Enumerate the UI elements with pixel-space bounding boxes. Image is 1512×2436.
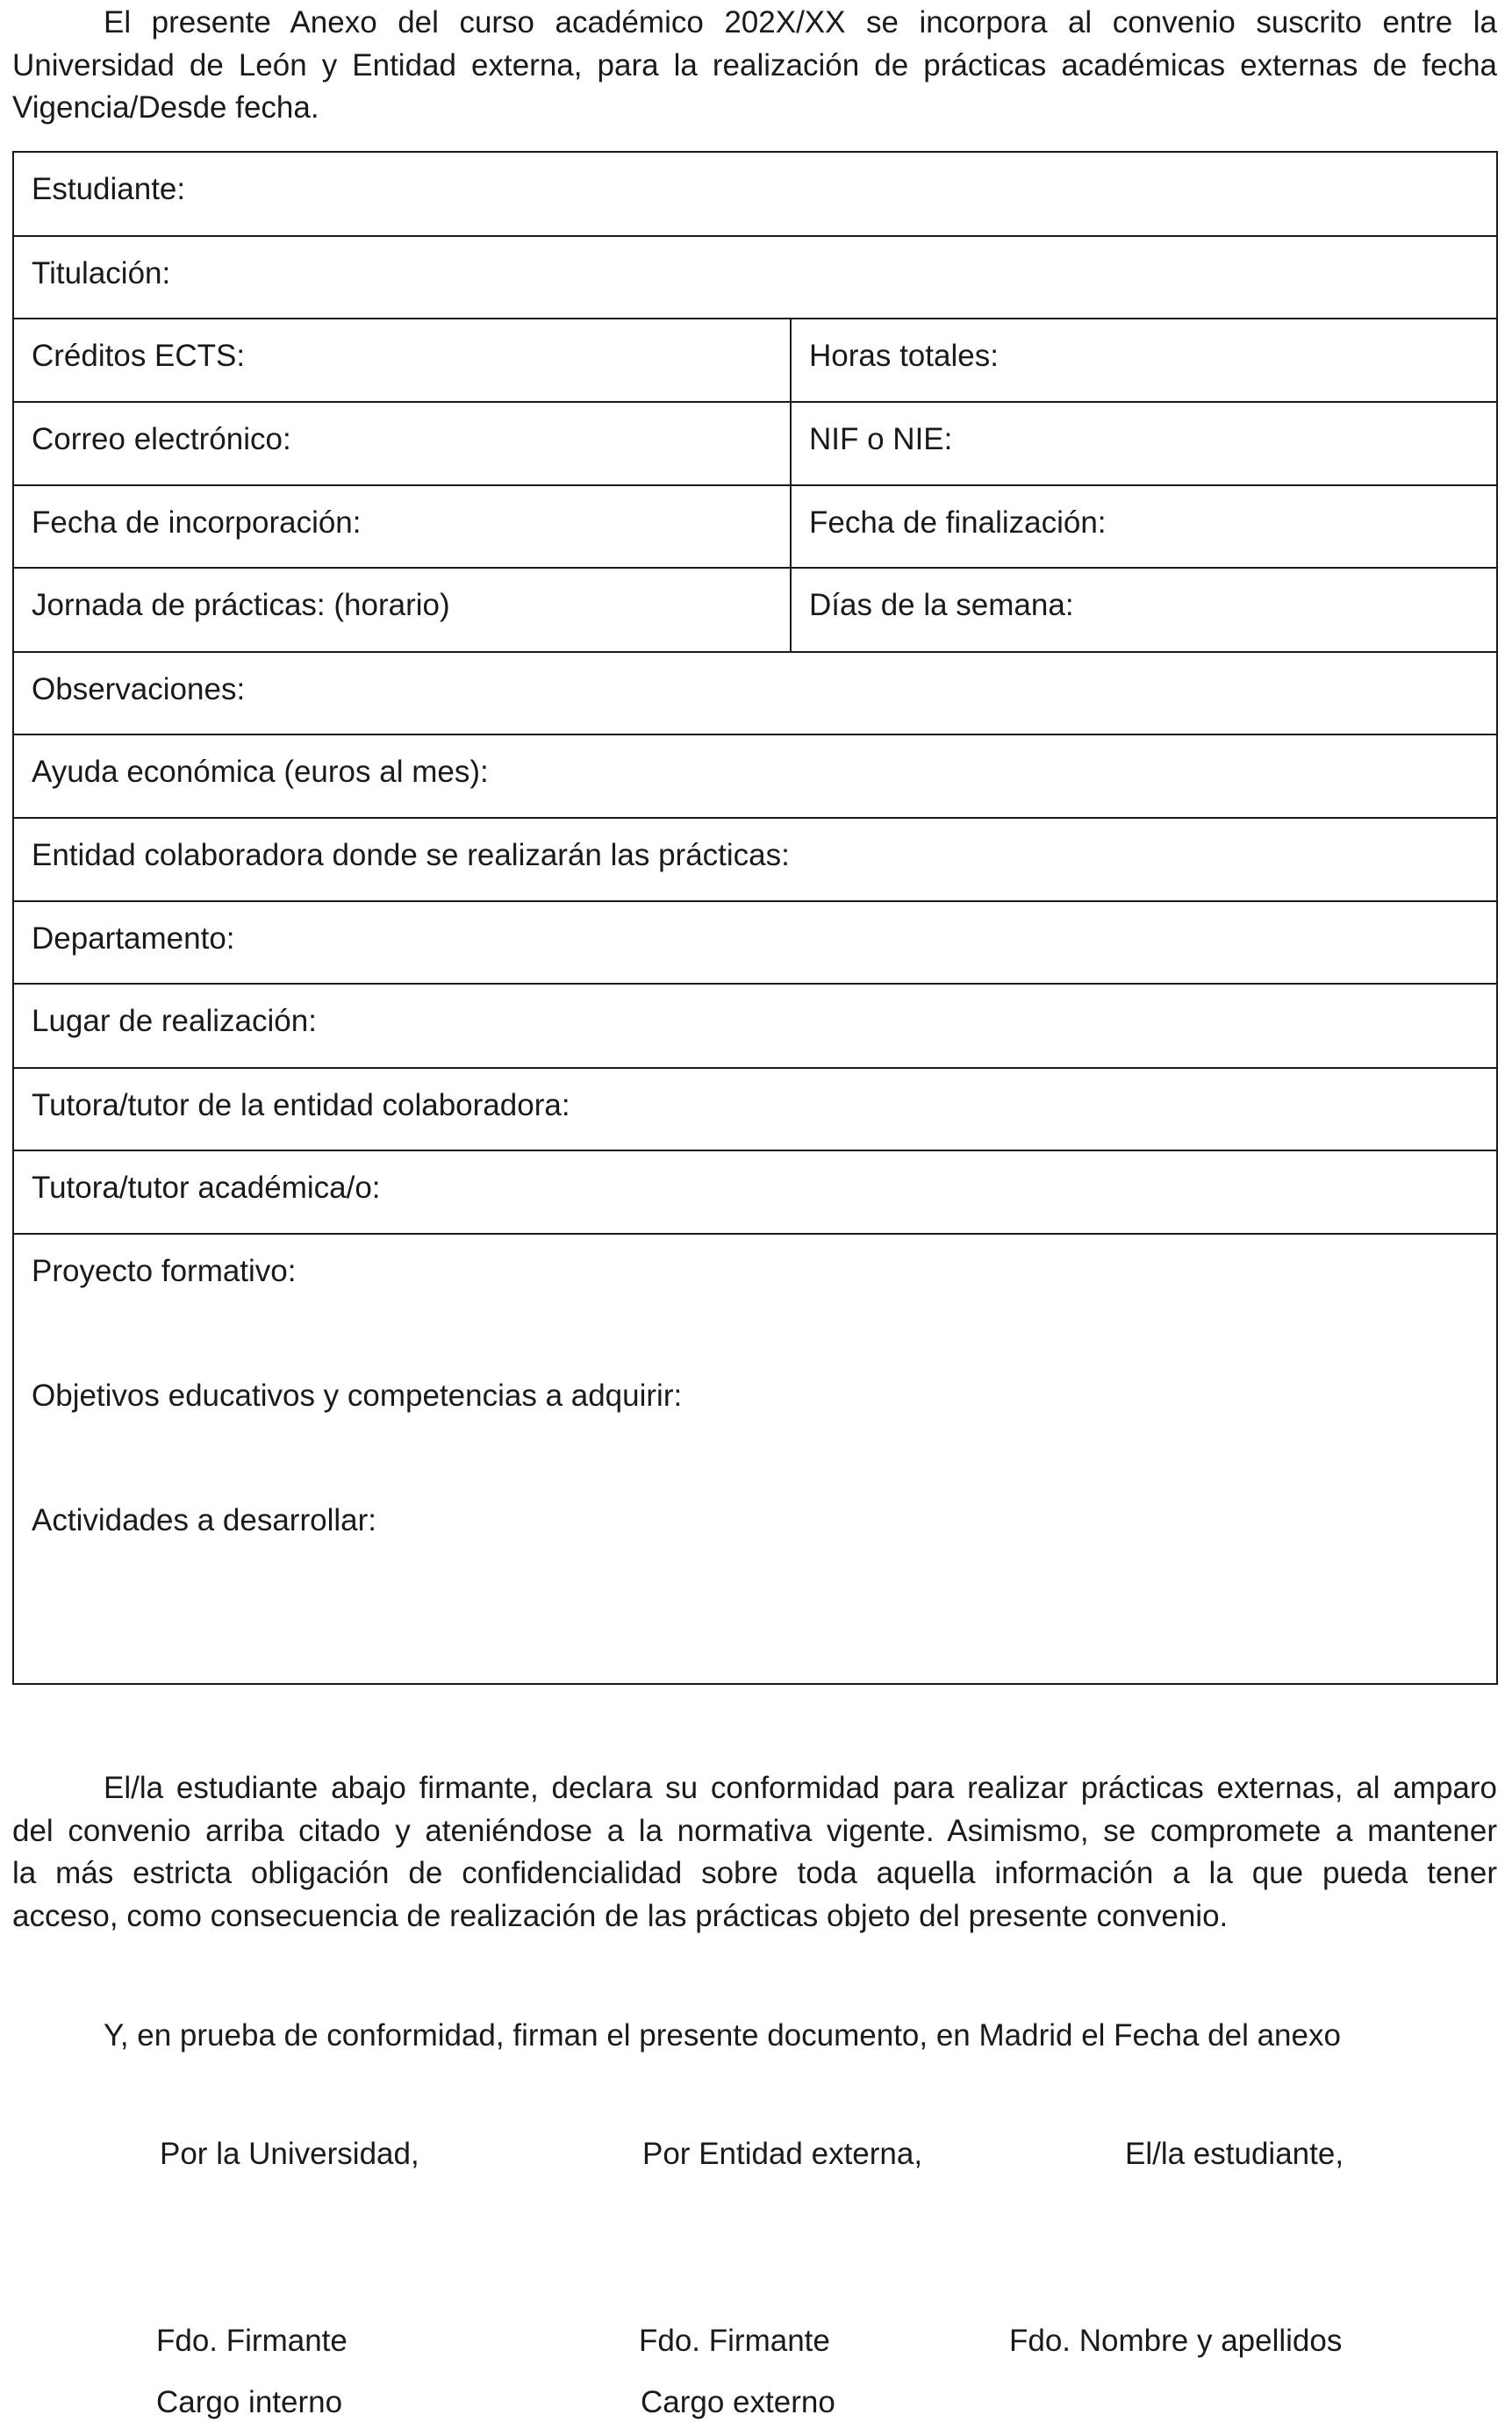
tutor-academico-label: Tutora/tutor académica/o: <box>32 1171 381 1205</box>
nif-label: NIF o NIE: <box>809 422 953 456</box>
fecha-finalizacion-label: Fecha de finalización: <box>809 505 1107 540</box>
proyecto-label: Proyecto formativo: <box>32 1254 297 1288</box>
intro-paragraph <box>12 2 1497 130</box>
objetivos-label: Objetivos educativos y competencias a adquirir: <box>32 1379 683 1413</box>
creditos-label: Créditos ECTS: <box>32 339 246 373</box>
row-titulacion <box>14 237 1496 319</box>
row-lugar <box>14 985 1496 1069</box>
actividades-label: Actividades a desarrollar: <box>32 1503 376 1537</box>
row-estudiante <box>14 153 1496 237</box>
signature-fdo-estudiante: Fdo. Nombre y apellidos <box>1009 2324 1343 2358</box>
row-correo <box>14 403 1496 486</box>
row-ayuda <box>14 735 1496 819</box>
row-observaciones <box>14 653 1496 735</box>
signature-header-entidad: Por Entidad externa, <box>642 2137 923 2171</box>
jornada-label: Jornada de prácticas: (horario) <box>32 588 450 622</box>
estudiante-label: Estudiante: <box>32 172 186 206</box>
signature-header-universidad: Por la Universidad, <box>160 2137 419 2171</box>
declaration-line-4: acceso, como consecuencia de realización de las prácticas objeto del presente convenio. <box>12 1898 1229 1933</box>
row-jornada <box>14 569 1496 653</box>
row-tutor-academico <box>14 1151 1496 1235</box>
intro-line-2: Universidad de León y Entidad externa, para la realización de prácticas académicas externas de fecha <box>12 47 1497 82</box>
declaration-line-1: El/la estudiante abajo firmante, declara su conformidad para realizar prácticas externas, al amparo <box>104 1771 1497 1805</box>
conformity-line: Y, en prueba de conformidad, firman el presente documento, en Madrid el Fecha del anexo <box>104 2018 1341 2053</box>
departamento-label: Departamento: <box>32 921 235 956</box>
observaciones-label: Observaciones: <box>32 672 246 706</box>
declaration-paragraph <box>12 1767 1497 1938</box>
fecha-incorporacion-label: Fecha de incorporación: <box>32 505 362 540</box>
student-form-table <box>12 151 1498 1685</box>
entidad-label: Entidad colaboradora donde se realizarán las prácticas: <box>32 838 790 872</box>
signature-fdo-entidad: Fdo. Firmante <box>639 2324 830 2358</box>
declaration-line-3: la más estricta obligación de confidencialidad sobre toda aquella información a la que pueda tener <box>12 1856 1497 1890</box>
row-proyecto <box>14 1235 1496 1683</box>
row-tutor-entidad <box>14 1069 1496 1151</box>
lugar-label: Lugar de realización: <box>32 1004 317 1038</box>
row-departamento <box>14 902 1496 985</box>
signature-header-estudiante: El/la estudiante, <box>1125 2137 1344 2171</box>
horas-label: Horas totales: <box>809 339 999 373</box>
tutor-entidad-label: Tutora/tutor de la entidad colaboradora: <box>32 1088 570 1122</box>
signature-fdo-universidad: Fdo. Firmante <box>156 2324 348 2358</box>
signature-cargo-entidad: Cargo externo <box>641 2385 835 2419</box>
ayuda-label: Ayuda económica (euros al mes): <box>32 755 489 789</box>
row-creditos <box>14 319 1496 403</box>
intro-line-1: El presente Anexo del curso académico 202X/XX se incorpora al convenio suscrito entre la <box>104 5 1497 39</box>
dias-label: Días de la semana: <box>809 588 1074 622</box>
row-fechas <box>14 486 1496 569</box>
row-entidad <box>14 819 1496 902</box>
titulacion-label: Titulación: <box>32 256 171 290</box>
signature-cargo-universidad: Cargo interno <box>156 2385 343 2419</box>
intro-line-3: Vigencia/Desde fecha. <box>12 90 319 125</box>
correo-label: Correo electrónico: <box>32 422 291 456</box>
declaration-line-2: del convenio arriba citado y ateniéndose a la normativa vigente. Asimismo, se compromete a mantener <box>12 1813 1497 1848</box>
